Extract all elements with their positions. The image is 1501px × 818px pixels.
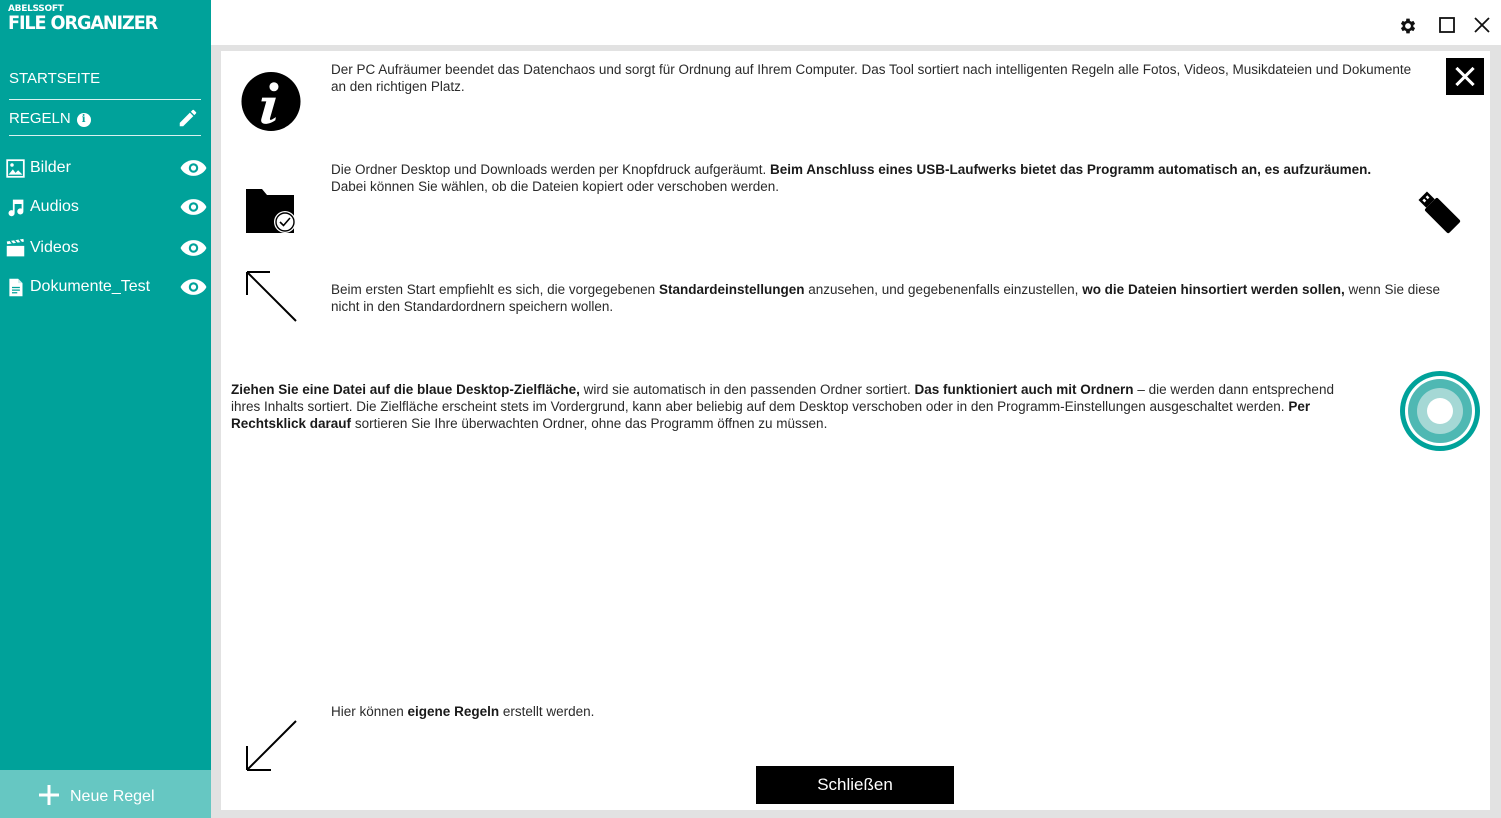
music-note-icon xyxy=(5,197,26,218)
plus-icon xyxy=(38,784,60,806)
logo-brand: ABELSSOFT xyxy=(8,4,64,14)
step-2-text-c: Dabei können Sie wählen, ob die Dateien kopiert oder verschoben werden. xyxy=(331,179,780,194)
clapperboard-icon xyxy=(5,238,26,259)
eye-icon[interactable] xyxy=(180,198,207,216)
sidebar-item-label: Videos xyxy=(30,239,79,256)
arrow-down-left-icon xyxy=(245,719,298,772)
nav-startseite-label: STARTSEITE xyxy=(9,70,101,87)
eye-icon[interactable] xyxy=(180,159,207,177)
folder-check-icon xyxy=(245,188,297,234)
sidebar-item-label: Bilder xyxy=(30,159,71,176)
tutorial-close-icon[interactable] xyxy=(1446,58,1484,95)
app-logo xyxy=(8,5,168,33)
maximize-icon[interactable] xyxy=(1439,17,1455,33)
nav-startseite[interactable] xyxy=(9,70,201,100)
logo-product: FILE ORGANIZER xyxy=(8,12,158,34)
tutorial-step-4-text xyxy=(231,381,1361,432)
sidebar-item-bilder[interactable] xyxy=(5,156,207,182)
step-3-text-a: Beim ersten Start empfiehlt es sich, die vorgegebenen xyxy=(331,282,659,297)
tutorial-step-2-text xyxy=(331,161,1391,195)
step-2-text-a: Die Ordner Desktop und Downloads werden per Knopfdruck aufgeräumt. xyxy=(331,162,770,177)
info-icon[interactable]: i xyxy=(77,113,91,127)
nav-regeln-label: REGELN xyxy=(9,110,71,127)
step-4-text-b: wird sie automatisch in den passenden Ordner sortiert. xyxy=(579,382,915,397)
sidebar xyxy=(0,0,211,818)
step-1-text: Der PC Aufräumer beendet das Datenchaos und sorgt für Ordnung auf Ihrem Computer. Das Tool sortiert nach intelligenten Regeln alle Fotos, Videos, Musikdateien und Dokumente an den richtigen Platz. xyxy=(331,62,1412,94)
tutorial-step-5-text xyxy=(331,703,931,720)
step-4-text-f: sortieren Sie Ihre überwachten Ordner, ohne das Programm öffnen zu müssen. xyxy=(351,416,828,431)
tutorial-step-3-text xyxy=(331,281,1461,315)
pencil-icon[interactable] xyxy=(177,107,199,129)
sidebar-item-label: Dokumente_Test xyxy=(30,278,151,295)
schliessen-button[interactable] xyxy=(756,766,954,804)
step-3-text-bold-2: wo die Dateien hinsortiert werden sollen, xyxy=(1082,282,1345,297)
step-4-text-bold-3: Per Rechtsklick darauf xyxy=(231,399,1311,431)
close-x-icon xyxy=(1454,66,1476,87)
nav-regeln[interactable] xyxy=(9,110,201,136)
eye-icon[interactable] xyxy=(180,239,207,257)
schliessen-label: Schließen xyxy=(817,775,893,794)
sidebar-item-videos[interactable] xyxy=(5,236,207,262)
step-4-text-d: – die werden dann entsprechend ihres Inhalts sortiert. Die Zielfläche erscheint stets im Vordergrund, kann aber beliebig auf dem Desktop verschoben oder in den Programm-Einstellungen ausgeschaltet werden. xyxy=(231,382,1334,414)
arrow-up-left-icon xyxy=(245,270,298,323)
new-rule-label: Neue Regel xyxy=(70,788,155,805)
eye-icon[interactable] xyxy=(180,278,207,296)
step-3-text-e: wenn Sie diese nicht in den Standardordnern speichern wollen. xyxy=(331,282,1441,314)
usb-drive-icon xyxy=(1413,186,1465,238)
info-icon xyxy=(240,71,302,132)
step-5-text-a: Hier können xyxy=(331,704,408,719)
desktop-target-icon xyxy=(1399,370,1481,452)
step-5-text-bold: eigene Regeln xyxy=(407,704,500,719)
sidebar-item-label: Audios xyxy=(30,198,79,215)
image-icon xyxy=(5,158,26,179)
new-rule-button[interactable] xyxy=(0,770,211,818)
tutorial-step-1-text xyxy=(331,61,1416,95)
step-2-text-bold: Beim Anschluss eines USB-Laufwerks bietet das Programm automatisch an, es aufzuräumen. xyxy=(770,162,1372,177)
step-4-text-bold-1: Ziehen Sie eine Datei auf die blaue Desktop-Zielfläche, xyxy=(231,382,580,397)
sidebar-item-audios[interactable] xyxy=(5,195,207,221)
step-5-text-c: erstellt werden. xyxy=(499,704,595,719)
step-3-text-bold-1: Standardeinstellungen xyxy=(658,282,805,297)
step-4-text-bold-2: Das funktioniert auch mit Ordnern xyxy=(914,382,1134,397)
title-bar xyxy=(211,0,1501,45)
step-3-text-c: anzusehen, und gegebenenfalls einzustellen, xyxy=(804,282,1083,297)
gear-icon[interactable] xyxy=(1398,16,1418,36)
sidebar-item-dokumente-test[interactable] xyxy=(5,275,207,301)
close-icon[interactable] xyxy=(1474,17,1490,33)
document-icon xyxy=(5,277,26,298)
